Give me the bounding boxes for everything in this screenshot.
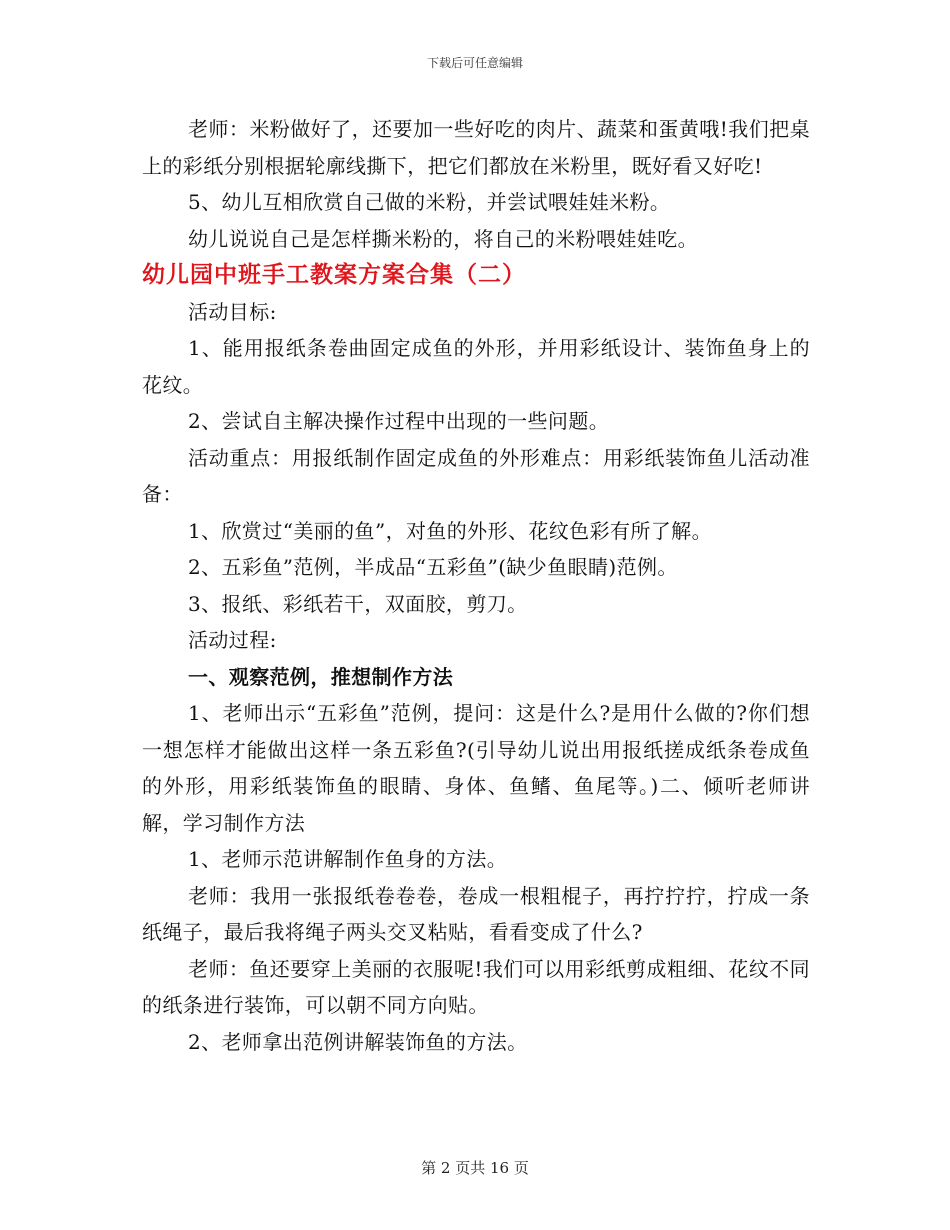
paragraph: 活动重点：用报纸制作固定成鱼的外形难点：用彩纸装饰鱼儿活动准备： — [142, 445, 810, 506]
paragraph: 3、报纸、彩纸若干，双面胶，剪刀。 — [188, 591, 528, 616]
paragraph: 1、欣赏过“美丽的鱼”，对鱼的外形、花纹色彩有所了解。 — [188, 518, 712, 543]
paragraph: 幼儿说说自己是怎样撕米粉的，将自己的米粉喂娃娃吃。 — [188, 226, 698, 251]
paragraph: 2、五彩鱼”范例，半成品“五彩鱼”(缺少鱼眼睛)范例。 — [188, 555, 678, 579]
paragraph: 活动目标: — [188, 299, 277, 324]
paragraph: 1、能用报纸条卷曲固定成鱼的外形，并用彩纸设计、装饰鱼身上的花纹。 — [142, 336, 810, 397]
paragraph: 老师：鱼还要穿上美丽的衣服呢!我们可以用彩纸剪成粗细、花纹不同的纸条进行装饰，可以朝不同方向贴。 — [142, 956, 810, 1017]
paragraph: 2、老师拿出范例讲解装饰鱼的方法。 — [188, 1029, 528, 1054]
paragraph: 2、尝试自主解决操作过程中出现的一些问题。 — [188, 409, 610, 433]
paragraph: 老师：米粉做好了，还要加一些好吃的肉片、蔬菜和蛋黄哦!我们把桌上的彩纸分别根据轮廓线撕下，把它们都放在米粉里，既好看又好吃! — [142, 117, 810, 178]
paragraph: 1、老师示范讲解制作鱼身的方法。 — [188, 847, 508, 871]
paragraph: 老师：我用一张报纸卷卷卷，卷成一根粗棍子，再拧拧拧，拧成一条纸绳子，最后我将绳子两头交叉粘贴，看看变成了什么? — [142, 883, 810, 944]
paragraph: 1、老师出示“五彩鱼”范例，提问：这是什么?是用什么做的?你们想一想怎样才能做出这样一条五彩鱼?(引导幼儿说出用报纸搓成纸条卷成鱼的外形，用彩纸装饰鱼的眼睛、身体、鱼鳍、鱼尾等。)二、倾听老师讲解，学习制作方法 — [142, 701, 810, 835]
paragraph: 5、幼儿互相欣赏自己做的米粉，并尝试喂娃娃米粉。 — [188, 190, 671, 214]
page-footer: 第 2 页共 16 页 — [421, 1159, 529, 1177]
document-body — [142, 111, 810, 1060]
section-heading: 幼儿园中班手工教案方案合集（二） — [142, 261, 526, 288]
page-header: 下载后可任意编辑 — [426, 56, 523, 70]
subheading: 一、观察范例，推想制作方法 — [188, 664, 454, 689]
paragraph: 活动过程: — [188, 628, 277, 652]
